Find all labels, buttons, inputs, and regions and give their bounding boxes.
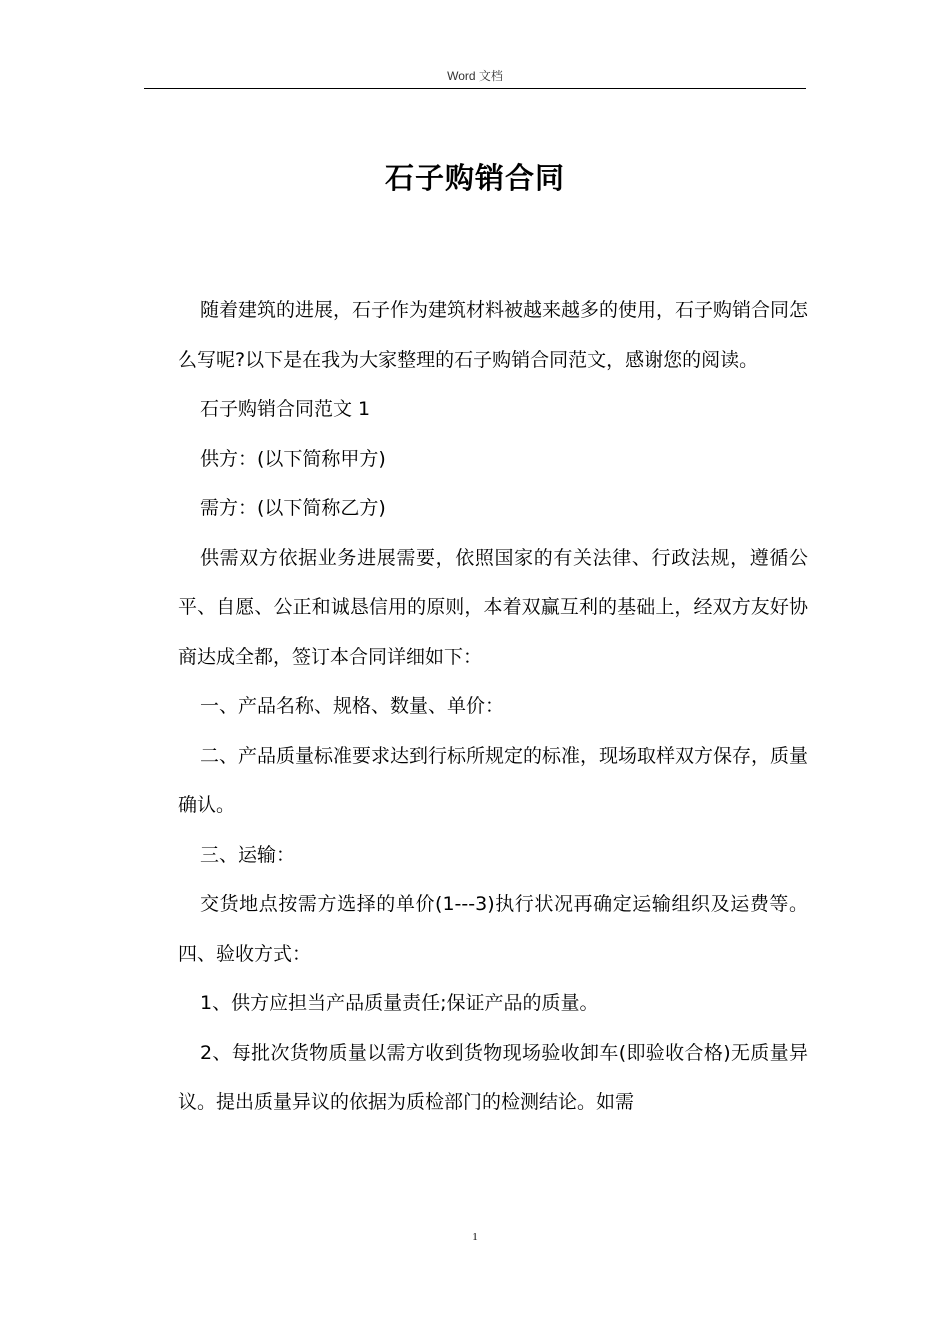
paragraph-sample-heading: 石子购销合同范文 1 — [200, 398, 371, 420]
paragraph-section-3: 三、运输： — [200, 843, 296, 866]
paragraph-delivery: 交货地点按需方选择的单价(1---3)执行状况再确定运输组织及运费等。四、验收方式： — [178, 893, 808, 965]
header-divider — [144, 88, 806, 89]
paragraph-section-2: 二、产品质量标准要求达到行标所规定的标准，现场取样双方保存，质量确认。 — [178, 744, 809, 816]
page-number: 1 — [472, 1231, 478, 1243]
paragraph-preamble: 供需双方依据业务进展需要，依照国家的有关法律、行政法规，遵循公平、自愿、公正和诚恳信用的原则，本着双赢互利的基础上，经双方友好协商达成全都，签订本合同详细如下： — [178, 546, 808, 668]
paragraph-clause-2: 2、每批次货物质量以需方收到货物现场验收卸车(即验收合格)无质量异议。提出质量异议的依据为质检部门的检测结论。如需 — [178, 1041, 808, 1113]
page-header: Word 文档 — [447, 69, 503, 83]
paragraph-supplier: 供方：(以下简称甲方) — [200, 447, 386, 470]
paragraph-intro: 随着建筑的进展，石子作为建筑材料被越来越多的使用，石子购销合同怎么写呢?以下是在我为大家整理的石子购销合同范文，感谢您的阅读。 — [178, 299, 809, 371]
paragraph-clause-1: 1、供方应担当产品质量责任;保证产品的质量。 — [200, 992, 599, 1014]
paragraph-buyer: 需方：(以下简称乙方) — [200, 497, 386, 519]
document-body — [178, 286, 808, 1128]
document-title: 石子购销合同 — [384, 161, 565, 195]
paragraph-section-1: 一、产品名称、规格、数量、单价： — [200, 695, 505, 717]
